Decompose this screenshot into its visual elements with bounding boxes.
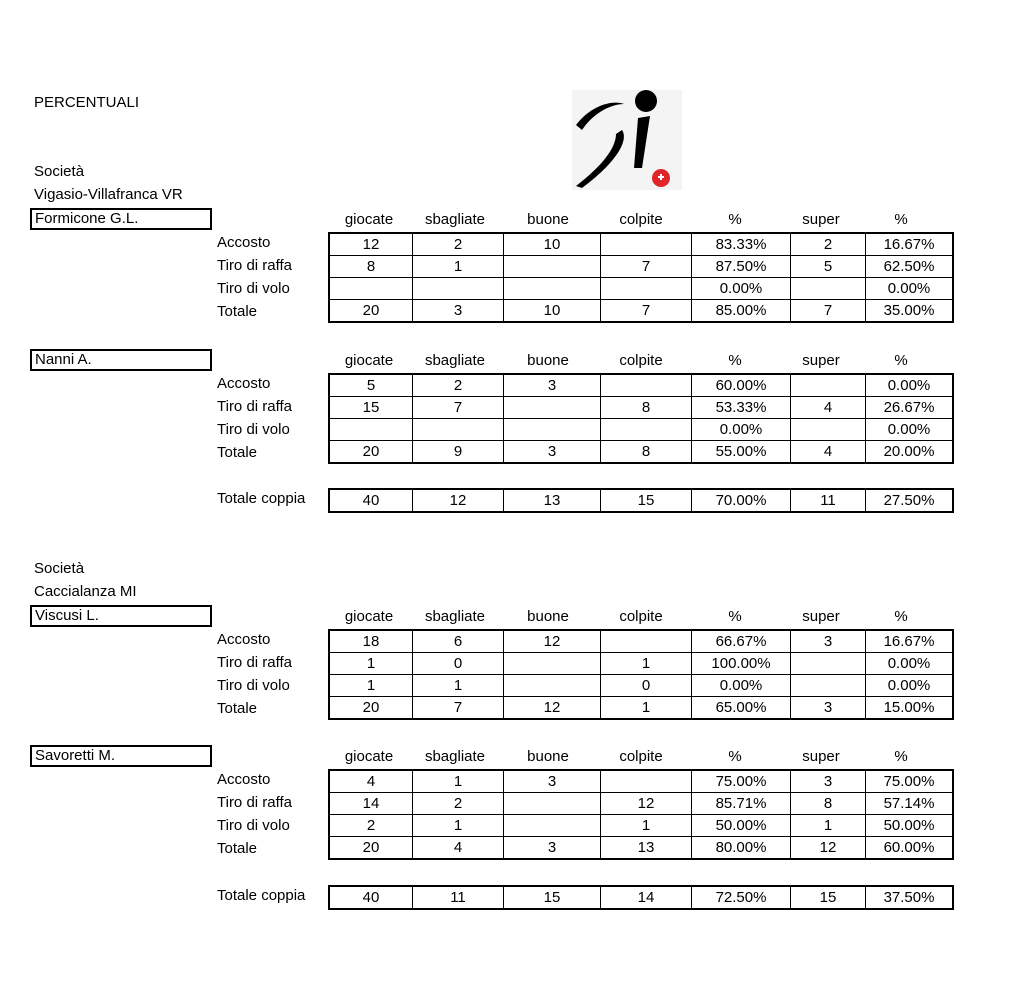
table-cell: 72.50% [692,886,791,909]
table-cell: 10 [504,300,601,323]
table-cell: 3 [791,630,866,653]
table-cell: 0.00% [866,419,954,441]
table-cell [791,675,866,697]
table-cell [601,374,692,397]
row-label: Totale [217,700,258,717]
society-name: Vigasio-Villafranca VR [34,186,183,203]
table-cell: 0 [601,675,692,697]
table-row [329,419,953,441]
table-row [329,815,953,837]
table-cell: 75.00% [692,770,791,793]
table-row [329,793,953,815]
table-cell: 3 [504,441,601,464]
table-cell: 0.00% [866,675,954,697]
table-cell: 7 [601,256,692,278]
table-row [329,256,953,278]
table-row [329,837,953,860]
table-cell: 12 [413,489,504,512]
table-cell: 14 [329,793,413,815]
table-cell: 75.00% [866,770,954,793]
table-cell [601,233,692,256]
table-cell: 100.00% [692,653,791,675]
table-cell: 85.71% [692,793,791,815]
table-cell: 0.00% [866,278,954,300]
table-cell: 1 [329,675,413,697]
table-cell: 14 [601,886,692,909]
player-name-box: Nanni A. [30,349,212,371]
table-cell: 3 [504,374,601,397]
table-row [329,233,953,256]
table-cell: 1 [601,653,692,675]
table-cell: 50.00% [866,815,954,837]
column-header: colpite [619,608,663,625]
page-title: PERCENTUALI [34,94,140,111]
table-cell: 3 [413,300,504,323]
table-cell [504,793,601,815]
table-cell: 1 [601,815,692,837]
table-cell: 4 [329,770,413,793]
table-cell: 8 [601,441,692,464]
table-cell: 57.14% [866,793,954,815]
table-cell: 55.00% [692,441,791,464]
table-cell [329,278,413,300]
player-name-box: Savoretti M. [30,745,212,767]
table-cell: 1 [413,770,504,793]
table-row [329,675,953,697]
table-cell: 0 [413,653,504,675]
table-row [329,770,953,793]
table-cell: 11 [413,886,504,909]
table-cell [413,419,504,441]
player-name-box: Formicone G.L. [30,208,212,230]
table-cell: 7 [791,300,866,323]
table-cell: 0.00% [692,278,791,300]
column-header: buone [527,352,569,369]
table-cell: 80.00% [692,837,791,860]
column-header: buone [527,608,569,625]
table-cell: 50.00% [692,815,791,837]
table-cell [791,374,866,397]
column-header: colpite [619,352,663,369]
column-header: super [802,748,840,765]
bocce-player-icon [572,90,682,190]
row-label: Tiro di raffa [217,654,293,671]
column-header: super [802,608,840,625]
row-label: Tiro di volo [217,280,290,297]
table-cell: 37.50% [866,886,954,909]
society-label: Società [34,163,85,180]
column-header: buone [527,748,569,765]
table-cell: 18 [329,630,413,653]
table-cell: 2 [329,815,413,837]
table-row [329,489,953,512]
society-label: Società [34,560,85,577]
table-cell: 0.00% [866,653,954,675]
table-cell: 2 [791,233,866,256]
table-cell: 0.00% [692,675,791,697]
table-cell: 15 [601,489,692,512]
table-cell [791,278,866,300]
row-label: Tiro di raffa [217,398,293,415]
table-cell [504,256,601,278]
table-cell [504,675,601,697]
row-label: Tiro di volo [217,421,290,438]
table-cell: 4 [791,441,866,464]
row-label: Accosto [217,234,271,251]
player-stats-table [328,629,954,720]
column-header: sbagliate [424,748,486,765]
table-cell: 20 [329,441,413,464]
table-cell [601,770,692,793]
table-cell [413,278,504,300]
table-cell: 4 [413,837,504,860]
table-row [329,630,953,653]
table-cell: 35.00% [866,300,954,323]
table-cell: 12 [791,837,866,860]
table-cell: 13 [504,489,601,512]
row-label: Tiro di raffa [217,257,293,274]
table-cell: 5 [791,256,866,278]
table-cell: 27.50% [866,489,954,512]
table-cell: 3 [504,837,601,860]
table-cell [791,653,866,675]
table-cell: 15 [329,397,413,419]
player-stats-table [328,769,954,860]
row-label: Accosto [217,771,271,788]
table-row [329,397,953,419]
table-row [329,653,953,675]
table-cell: 65.00% [692,697,791,720]
table-cell: 1 [601,697,692,720]
table-cell [329,419,413,441]
table-cell: 85.00% [692,300,791,323]
table-cell: 7 [601,300,692,323]
table-cell [601,419,692,441]
column-header: % [728,211,742,228]
table-cell: 70.00% [692,489,791,512]
table-cell: 15 [791,886,866,909]
table-cell: 16.67% [866,630,954,653]
table-cell: 4 [791,397,866,419]
column-header: giocate [344,211,394,228]
table-cell: 20 [329,300,413,323]
table-cell: 0.00% [866,374,954,397]
table-cell: 62.50% [866,256,954,278]
table-cell: 12 [601,793,692,815]
column-header: super [802,211,840,228]
table-cell: 66.67% [692,630,791,653]
table-cell: 15.00% [866,697,954,720]
row-label: Totale [217,444,258,461]
table-cell: 1 [329,653,413,675]
table-cell: 12 [504,697,601,720]
column-header: % [894,748,908,765]
table-row [329,441,953,464]
row-label: Accosto [217,375,271,392]
column-header: % [894,608,908,625]
table-cell [504,653,601,675]
table-cell [601,630,692,653]
column-header: buone [527,211,569,228]
player-name-box: Viscusi L. [30,605,212,627]
table-cell: 40 [329,886,413,909]
table-cell: 0.00% [692,419,791,441]
table-cell: 1 [413,256,504,278]
column-header: sbagliate [424,608,486,625]
table-cell: 26.67% [866,397,954,419]
column-header: % [728,352,742,369]
table-cell [504,278,601,300]
column-header: giocate [344,748,394,765]
pair-total-table [328,885,954,910]
player-stats-table [328,373,954,464]
society-name: Caccialanza MI [34,583,137,600]
table-cell: 8 [601,397,692,419]
table-cell: 3 [791,770,866,793]
pair-total-label: Totale coppia [217,490,306,507]
table-cell: 1 [791,815,866,837]
table-cell: 7 [413,397,504,419]
row-label: Accosto [217,631,271,648]
column-header: % [728,608,742,625]
table-cell: 20 [329,837,413,860]
table-cell: 6 [413,630,504,653]
table-cell: 8 [791,793,866,815]
row-label: Tiro di volo [217,677,290,694]
table-cell: 60.00% [692,374,791,397]
table-row [329,374,953,397]
table-cell: 13 [601,837,692,860]
column-header: giocate [344,608,394,625]
table-cell: 2 [413,233,504,256]
table-cell: 15 [504,886,601,909]
table-row [329,278,953,300]
table-cell: 53.33% [692,397,791,419]
table-cell: 87.50% [692,256,791,278]
row-label: Totale [217,303,258,320]
table-cell: 3 [791,697,866,720]
table-cell: 2 [413,374,504,397]
table-cell: 10 [504,233,601,256]
table-cell: 20.00% [866,441,954,464]
pair-total-table [328,488,954,513]
column-header: sbagliate [424,211,486,228]
table-row [329,886,953,909]
table-cell: 40 [329,489,413,512]
player-stats-table [328,232,954,323]
table-cell: 3 [504,770,601,793]
table-cell [791,419,866,441]
row-label: Totale [217,840,258,857]
table-cell: 12 [329,233,413,256]
table-cell: 12 [504,630,601,653]
column-header: % [894,211,908,228]
table-cell: 5 [329,374,413,397]
table-cell: 1 [413,815,504,837]
table-cell [504,815,601,837]
pair-total-label: Totale coppia [217,887,306,904]
column-header: % [894,352,908,369]
table-cell [504,419,601,441]
table-cell: 20 [329,697,413,720]
table-cell: 83.33% [692,233,791,256]
column-header: % [728,748,742,765]
table-cell: 60.00% [866,837,954,860]
table-row [329,697,953,720]
column-header: giocate [344,352,394,369]
table-cell: 7 [413,697,504,720]
table-cell: 2 [413,793,504,815]
column-header: colpite [619,211,663,228]
table-cell: 1 [413,675,504,697]
column-header: colpite [619,748,663,765]
table-cell: 9 [413,441,504,464]
row-label: Tiro di raffa [217,794,293,811]
table-cell [504,397,601,419]
table-cell: 16.67% [866,233,954,256]
row-label: Tiro di volo [217,817,290,834]
table-cell: 8 [329,256,413,278]
table-cell [601,278,692,300]
table-cell: 11 [791,489,866,512]
column-header: sbagliate [424,352,486,369]
table-row [329,300,953,323]
column-header: super [802,352,840,369]
